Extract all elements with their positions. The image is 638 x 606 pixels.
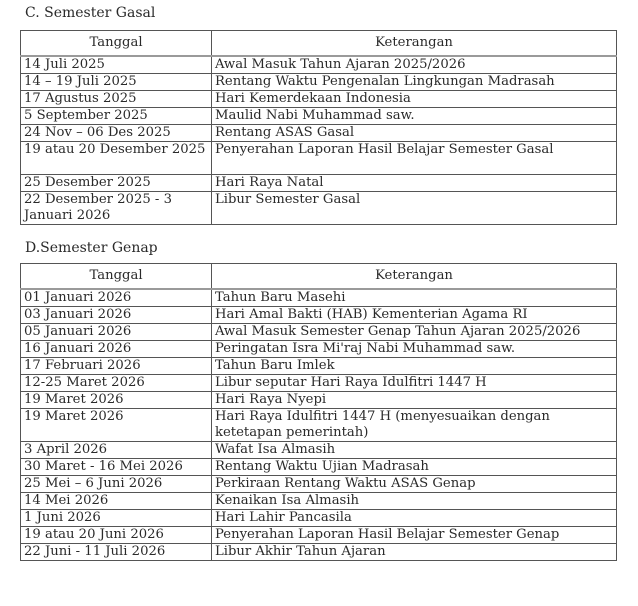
table-row — [21, 91, 617, 108]
date-cell: 05 Januari 2026 — [21, 324, 212, 341]
semester-gasal-rows — [21, 56, 617, 225]
description-cell: Perkiraan Rentang Waktu ASAS Genap — [212, 476, 617, 493]
description-cell: Hari Raya Natal — [212, 175, 617, 192]
table-row — [21, 375, 617, 392]
header-keterangan: Keterangan — [212, 31, 617, 57]
description-cell: Hari Lahir Pancasila — [212, 510, 617, 527]
description-cell: Hari Amal Bakti (HAB) Kementerian Agama RI — [212, 307, 617, 324]
date-cell: 25 Mei – 6 Juni 2026 — [21, 476, 212, 493]
table-row — [21, 544, 617, 561]
table-row — [21, 493, 617, 510]
description-cell: Tahun Baru Imlek — [212, 358, 617, 375]
date-cell: 14 Mei 2026 — [21, 493, 212, 510]
date-cell: 03 Januari 2026 — [21, 307, 212, 324]
date-cell: 22 Desember 2025 - 3 Januari 2026 — [21, 192, 212, 225]
description-cell: Hari Kemerdekaan Indonesia — [212, 91, 617, 108]
table-row — [21, 358, 617, 375]
date-cell: 19 Maret 2026 — [21, 392, 212, 409]
description-cell: Hari Raya Nyepi — [212, 392, 617, 409]
date-cell: 19 atau 20 Juni 2026 — [21, 527, 212, 544]
table-row — [21, 142, 617, 175]
date-cell: 30 Maret - 16 Mei 2026 — [21, 459, 212, 476]
date-cell: 24 Nov – 06 Des 2025 — [21, 125, 212, 142]
description-cell: Rentang ASAS Gasal — [212, 125, 617, 142]
table-row — [21, 510, 617, 527]
semester-gasal-table — [20, 30, 617, 225]
description-cell: Tahun Baru Masehi — [212, 289, 617, 307]
description-cell: Rentang Waktu Pengenalan Lingkungan Madrasah — [212, 74, 617, 91]
description-cell: Libur Semester Gasal — [212, 192, 617, 225]
date-cell: 3 April 2026 — [21, 442, 212, 459]
table-header-row — [21, 31, 617, 57]
header-tanggal: Tanggal — [21, 264, 212, 290]
date-cell: 19 Maret 2026 — [21, 409, 212, 442]
date-cell: 17 Februari 2026 — [21, 358, 212, 375]
table-row — [21, 108, 617, 125]
date-cell: 12-25 Maret 2026 — [21, 375, 212, 392]
table-row — [21, 175, 617, 192]
table-row — [21, 307, 617, 324]
description-cell: Peringatan Isra Mi'raj Nabi Muhammad saw. — [212, 341, 617, 358]
table-row — [21, 74, 617, 91]
date-cell: 14 – 19 Juli 2025 — [21, 74, 212, 91]
description-cell: Libur seputar Hari Raya Idulfitri 1447 H — [212, 375, 617, 392]
semester-genap-table — [20, 263, 617, 561]
description-cell: Hari Raya Idulfitri 1447 H (menyesuaikan dengan ketetapan pemerintah) — [212, 409, 617, 442]
header-keterangan: Keterangan — [212, 264, 617, 290]
description-cell: Kenaikan Isa Almasih — [212, 493, 617, 510]
description-cell: Wafat Isa Almasih — [212, 442, 617, 459]
table-row — [21, 324, 617, 341]
table-row — [21, 476, 617, 493]
description-cell: Awal Masuk Tahun Ajaran 2025/2026 — [212, 56, 617, 74]
table-row — [21, 125, 617, 142]
table-row — [21, 527, 617, 544]
table-row — [21, 442, 617, 459]
date-cell: 25 Desember 2025 — [21, 175, 212, 192]
semester-genap-rows — [21, 289, 617, 561]
date-cell: 5 September 2025 — [21, 108, 212, 125]
description-cell: Libur Akhir Tahun Ajaran — [212, 544, 617, 561]
date-cell: 1 Juni 2026 — [21, 510, 212, 527]
table-row — [21, 459, 617, 476]
date-cell: 14 Juli 2025 — [21, 56, 212, 74]
header-tanggal: Tanggal — [21, 31, 212, 57]
description-cell: Maulid Nabi Muhammad saw. — [212, 108, 617, 125]
table-row — [21, 409, 617, 442]
description-cell: Penyerahan Laporan Hasil Belajar Semester Gasal — [212, 142, 617, 175]
section-title-semester-genap: D.Semester Genap — [25, 240, 158, 256]
date-cell: 22 Juni - 11 Juli 2026 — [21, 544, 212, 561]
table-row — [21, 56, 617, 74]
description-cell: Rentang Waktu Ujian Madrasah — [212, 459, 617, 476]
date-cell: 19 atau 20 Desember 2025 — [21, 142, 212, 175]
table-row — [21, 341, 617, 358]
description-cell: Penyerahan Laporan Hasil Belajar Semester Genap — [212, 527, 617, 544]
date-cell: 01 Januari 2026 — [21, 289, 212, 307]
date-cell: 16 Januari 2026 — [21, 341, 212, 358]
table-row — [21, 192, 617, 225]
table-row — [21, 392, 617, 409]
table-header-row — [21, 264, 617, 290]
table-row — [21, 289, 617, 307]
description-cell: Awal Masuk Semester Genap Tahun Ajaran 2025/2026 — [212, 324, 617, 341]
section-title-semester-gasal: C. Semester Gasal — [25, 5, 156, 21]
date-cell: 17 Agustus 2025 — [21, 91, 212, 108]
